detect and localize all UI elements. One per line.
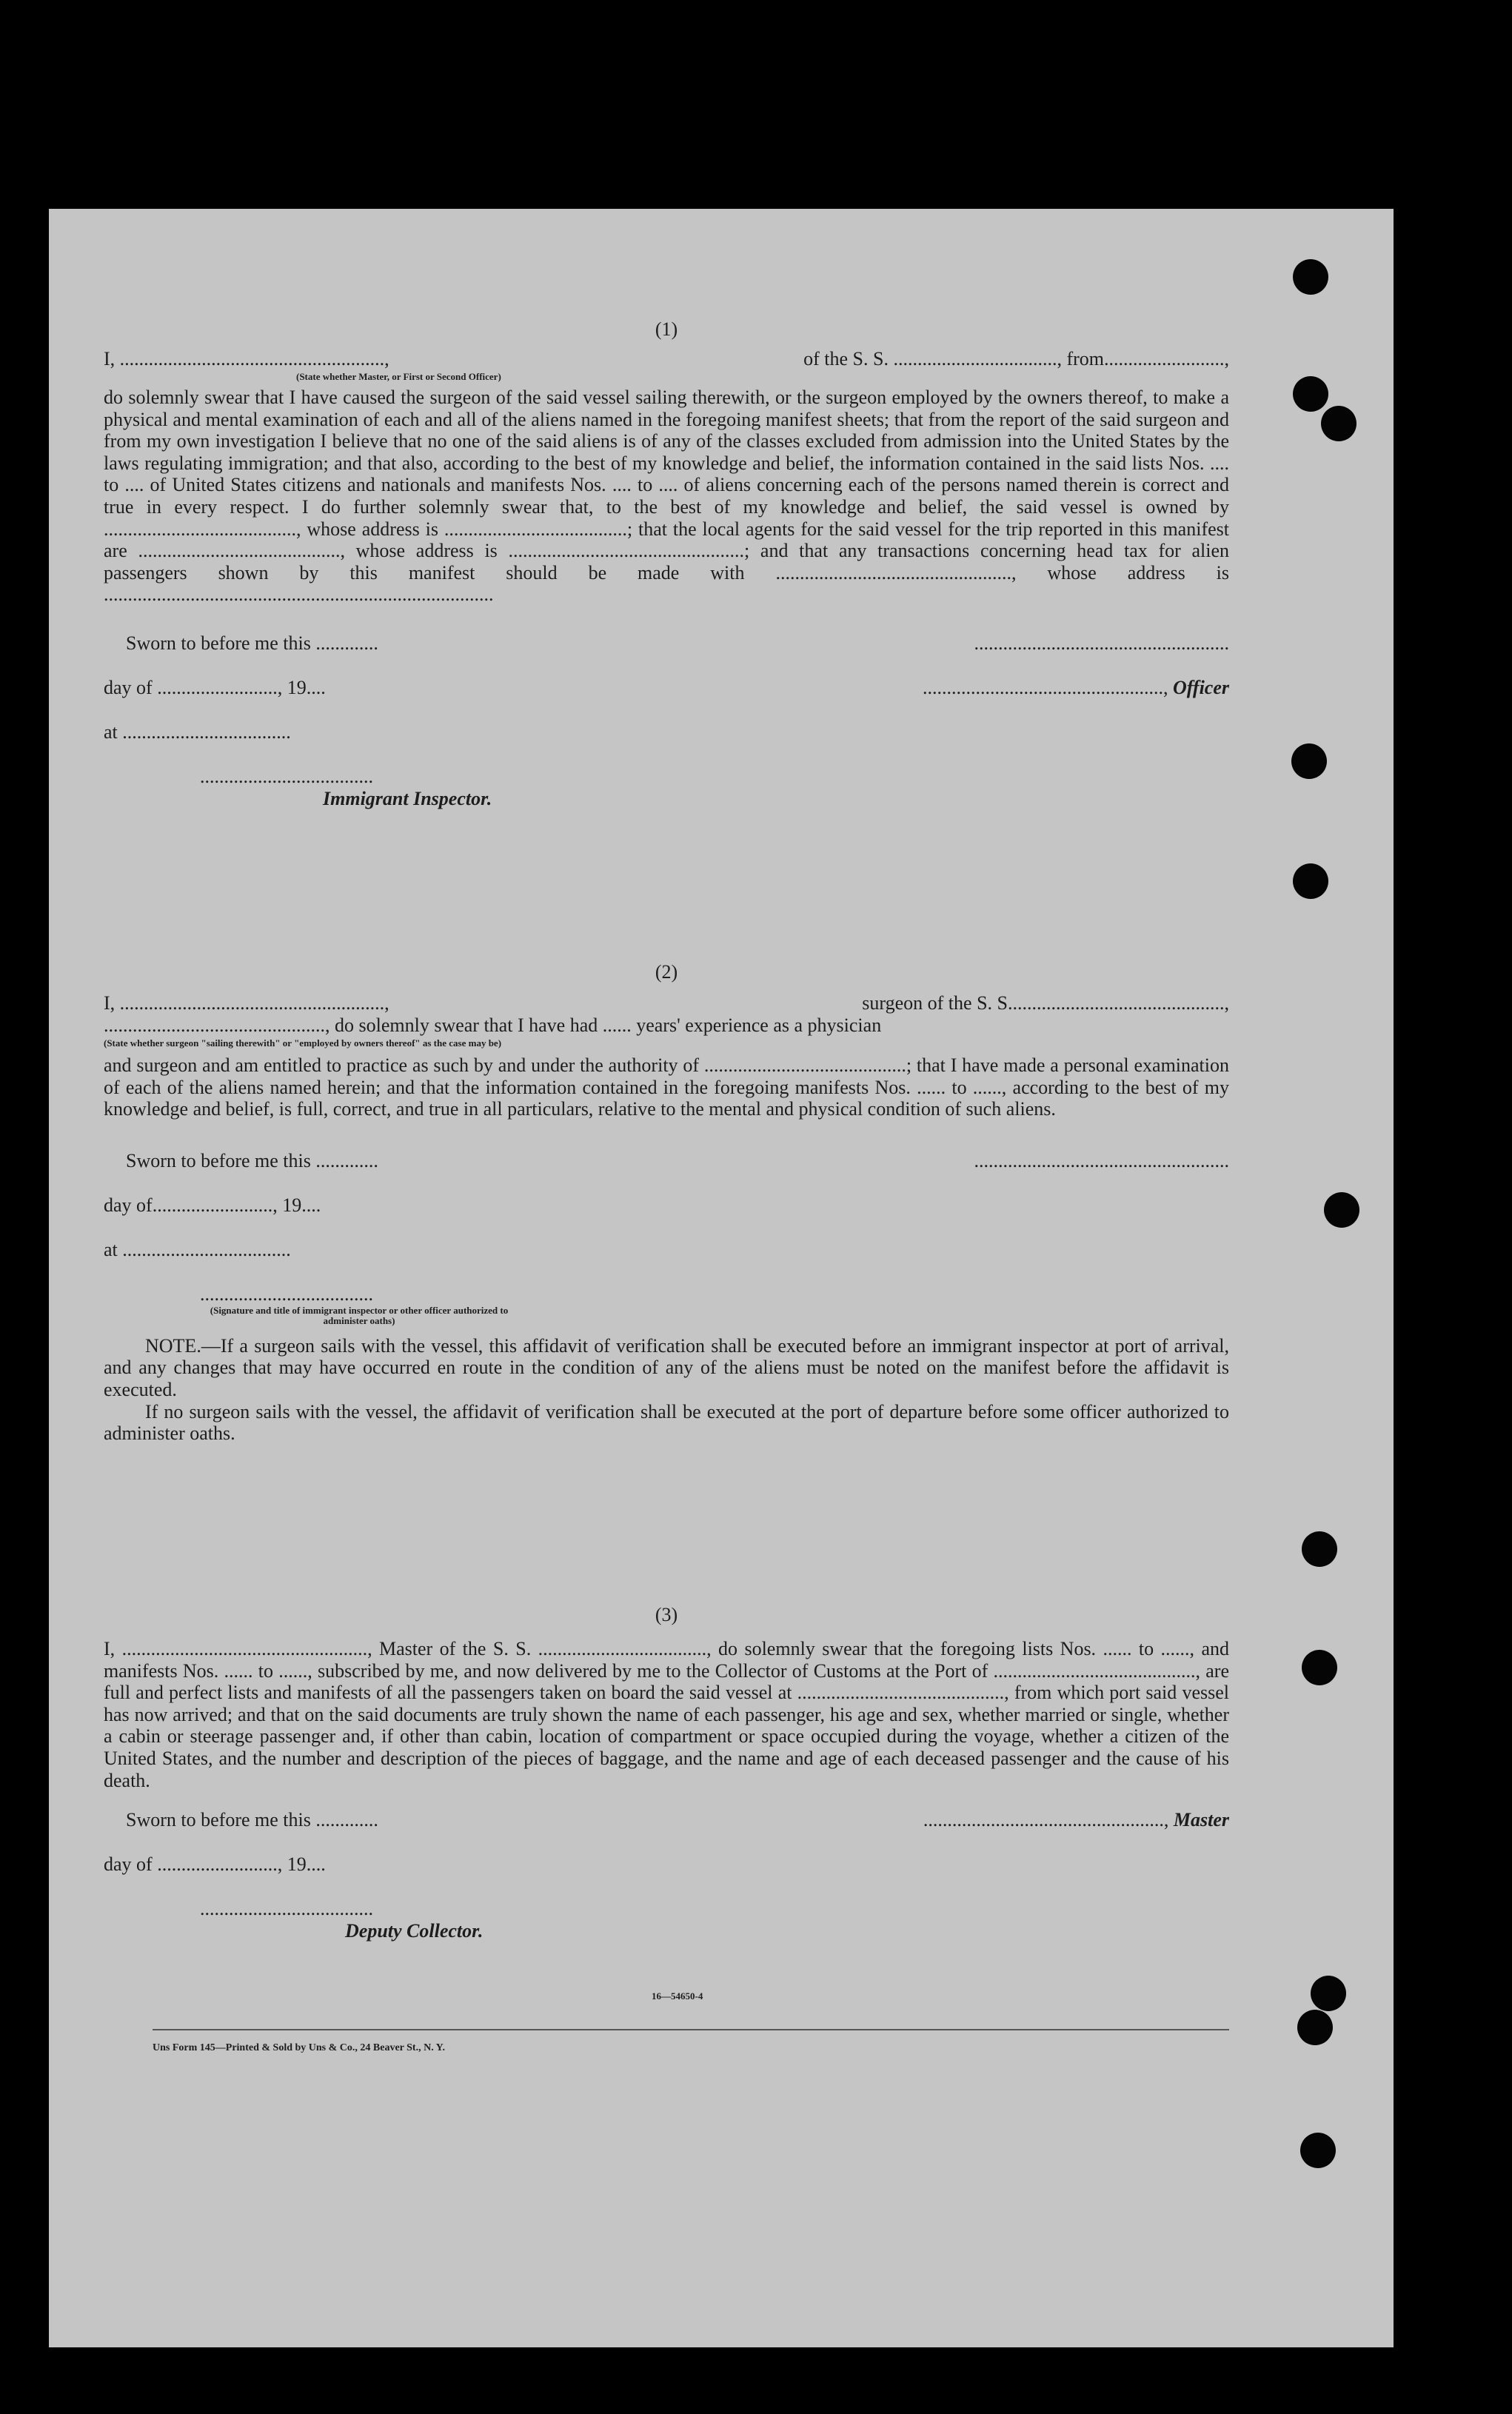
inspector-caption: Immigrant Inspector.	[323, 788, 492, 810]
sworn-line: Sworn to before me this .............	[126, 1149, 378, 1171]
experience-line: .............................................., do solemnly swear that I have had ...... years' experience as a physician	[104, 1014, 882, 1036]
day-line: day of ........................., 19....	[104, 677, 326, 699]
punch-hole	[1293, 863, 1328, 899]
day-line: day of ........................., 19....	[104, 1853, 326, 1876]
section-number: (1)	[655, 318, 678, 340]
oath-paragraph: and surgeon and am entitled to practice as such by and under the authority of ..........................................; that I have made a personal examination of each of the aliens named herein; and that the information contained in the foregoing manifests Nos. ...... to ......, according to the best of my knowledge and belief, is full, correct, and true in all particulars, relative to the mental and physical condition of such aliens.	[104, 1054, 1229, 1120]
officer-dots: ..................................................,	[922, 677, 1168, 699]
at-line: at ...................................	[104, 1238, 291, 1260]
section-number: (3)	[655, 1604, 678, 1625]
oath-paragraph: do solemnly swear that I have caused the surgeon of the said vessel sailing therewith, or the surgeon employed by the owners thereof, to make a physical and mental examination of each and all of the aliens named in the foregoing manifest sheets; that from the report of the said surgeon and from my own investigation I believe that no one of the said aliens is of any of the classes excluded from admission into the United States by the laws regulating immigration; and that also, according to the best of my knowledge and belief, the information contained in the said lists Nos. .... to .... of United States citizens and nationals and manifests Nos. .... to .... of aliens concerning each of the persons named therein is correct and true in every respect. I do further solemnly swear that, to the best of my knowledge and belief, the said vessel is owned by ........................................, whose address is ......................................; that the local agents for the said vessel for the trip reported in this manifest are .........................................., whose address is .................................................; and that any transactions concerning head tax for alien passengers shown by this manifest should be made with ................................................., whose address is	[104, 387, 1229, 584]
punch-hole	[1324, 1192, 1359, 1228]
section-number: (2)	[655, 961, 678, 983]
section-3	[104, 1602, 1229, 1942]
form-code: 16—54650-4	[652, 1990, 703, 2002]
vessel-line: of the S. S. .................................., from.........................,	[803, 348, 1229, 370]
officer-caption: Officer	[1172, 677, 1229, 699]
declarant-line: I, .......................................................,	[104, 992, 389, 1014]
paragraph-end: .................................................................................	[104, 584, 494, 606]
sworn-line: Sworn to before me this .............	[126, 632, 378, 655]
day-line: day of........................., 19....	[104, 1194, 321, 1216]
oath-paragraph: I, ..................................................., Master of the S. S. ..................................., do solemnly swear that the foregoing lists Nos. ...... to ......, and manifests Nos. ...... to ......, subscribed by me, and now delivered by me to the Collector of Customs at the Port of .........................................., are full and perfect lists and manifests of all the passengers taken on board the said vessel at ..........................................., from which port said vessel has now arrived; and that on the said documents are truly shown the name of each passenger, his age and sex, whether married or single, whether a cabin or steerage passenger and, if other than cabin, location of compartment or space occupied during the voyage, whether a citizen of the United States, and the number and description of the pieces of baggage, and the name and age of each deceased passenger and the cause of his death.	[104, 1638, 1229, 1791]
punch-hole	[1302, 1531, 1337, 1567]
signature-line: .....................................................	[974, 1149, 1229, 1171]
signature-line: ....................................	[200, 1283, 373, 1305]
punch-hole	[1293, 376, 1328, 412]
collector-caption: Deputy Collector.	[345, 1920, 484, 1942]
punch-hole	[1321, 406, 1357, 441]
section-1	[104, 317, 1229, 810]
punch-hole	[1291, 743, 1327, 779]
note-paragraph-2: If no surgeon sails with the vessel, the affidavit of verification shall be executed at the port of departure before some officer authorized to administer oaths.	[104, 1400, 1229, 1445]
signature-note: (Signature and title of immigrant inspector or other officer authorized to administer oaths)	[210, 1304, 509, 1326]
punch-hole	[1293, 259, 1328, 295]
punch-hole	[1297, 2010, 1333, 2045]
line-note: (State whether surgeon "sailing therewith" or "employed by owners thereof" as the case may be)	[104, 1037, 502, 1049]
sworn-line: Sworn to before me this .............	[126, 1809, 378, 1831]
master-dots: ..................................................,	[923, 1809, 1169, 1831]
declarant-line: I, .......................................................,	[104, 348, 389, 370]
line-note: (State whether Master, or First or Second Officer)	[296, 371, 501, 382]
printer-footer: Uns Form 145—Printed & Sold by Uns & Co., 24 Beaver St., N. Y.	[153, 2042, 445, 2053]
punch-hole	[1300, 2133, 1336, 2168]
collector-signature-line: ....................................	[200, 1898, 373, 1920]
note-label: NOTE.	[145, 1334, 201, 1357]
master-caption: Master	[1173, 1809, 1229, 1831]
note-text: —If a surgeon sails with the vessel, this affidavit of verification shall be executed before an immigrant inspector at port of arrival, and any changes that may have occurred en route in the condition of any of the aliens must be noted on the manifest before the affidavit is executed.	[104, 1334, 1229, 1400]
at-line: at ...................................	[104, 721, 291, 743]
punch-hole	[1302, 1650, 1337, 1685]
vessel-line: surgeon of the S. S.............................................,	[862, 992, 1229, 1014]
punch-hole	[1311, 1976, 1346, 2011]
section-2	[104, 960, 1229, 1445]
signature-line: .....................................................	[974, 632, 1229, 655]
note-paragraph	[104, 1335, 1229, 1401]
inspector-signature-line: ....................................	[200, 766, 373, 788]
footer-divider	[153, 2029, 1229, 2030]
